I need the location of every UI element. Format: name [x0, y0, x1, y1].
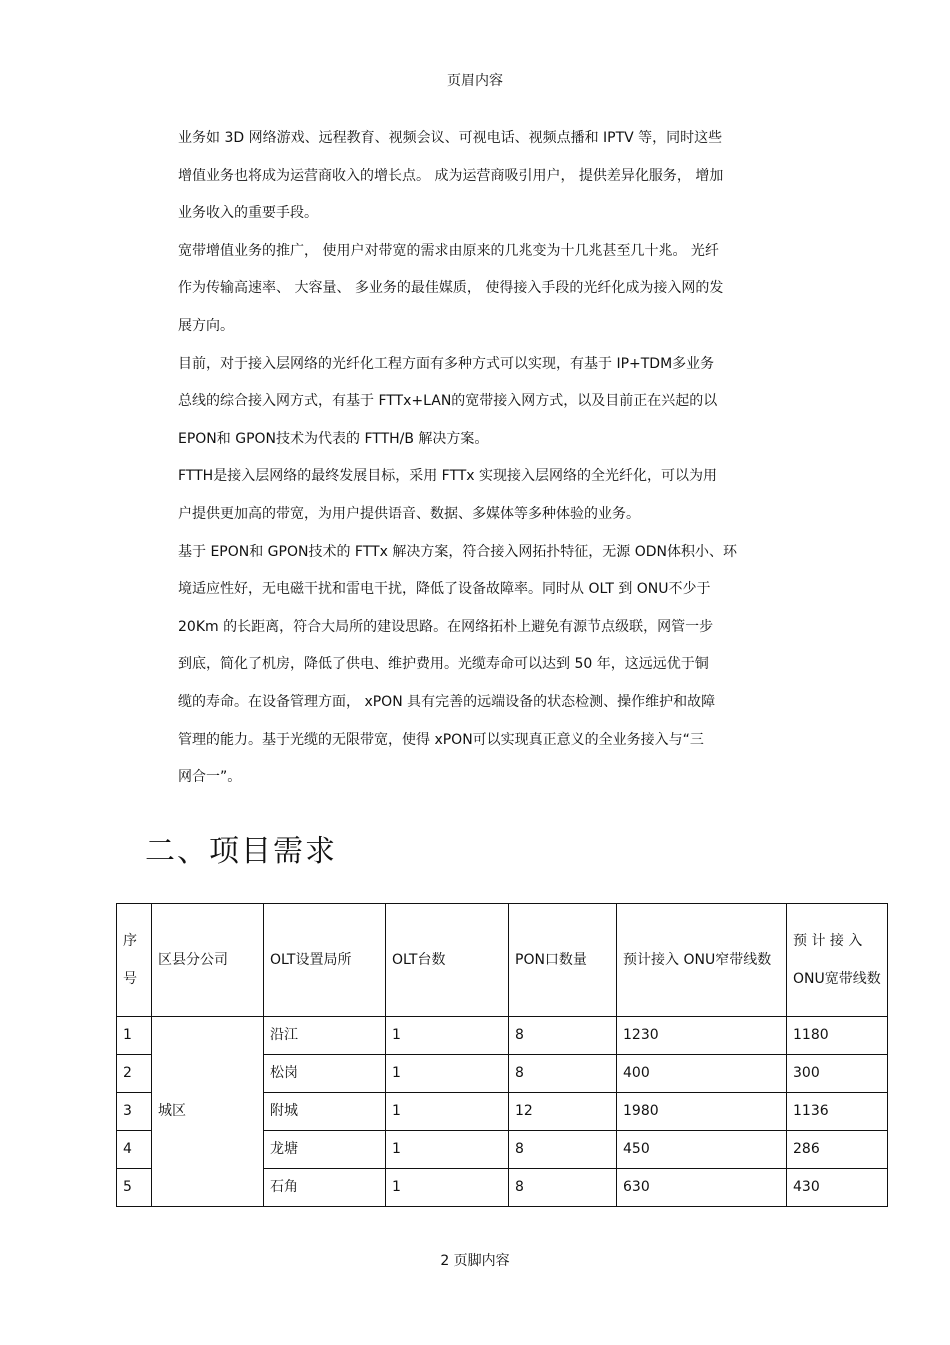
header-broadband: 预 计 接 入 ONU宽带线数	[787, 904, 888, 1017]
text-line: 总线的综合接入网方式，有基于 FTTx+LAN的宽带接入网方式，以及目前正在兴起的以	[178, 393, 718, 410]
table-header-row	[117, 904, 888, 1017]
cell-seq: 3	[117, 1093, 152, 1131]
text-line: 缆的寿命。在设备管理方面， xPON 具有完善的远端设备的状态检测、操作维护和故障	[178, 693, 716, 710]
cell-wide: 286	[787, 1131, 888, 1169]
text-line: 境适应性好，无电磁干扰和雷电干扰，降低了设备故障率。同时从 OLT 到 ONU不少于	[178, 581, 711, 598]
cell-wide: 300	[787, 1055, 888, 1093]
cell-seq: 1	[117, 1017, 152, 1055]
cell-pon: 8	[509, 1131, 617, 1169]
header-olt-count: OLT台数	[386, 904, 509, 1017]
cell-olt: 1	[386, 1017, 509, 1055]
body-paragraphs	[178, 120, 808, 797]
text-line: 户提供更加高的带宽，为用户提供语音、数据、多媒体等多种体验的业务。	[178, 505, 640, 522]
text-line: 宽带增值业务的推广， 使用户对带宽的需求由原来的几兆变为十几兆甚至几十兆。 光纤	[178, 242, 719, 259]
table-row	[117, 1017, 888, 1055]
text-line: EPON和 GPON技术为代表的 FTTH/B 解决方案。	[178, 430, 489, 447]
cell-seq: 5	[117, 1169, 152, 1207]
cell-site: 石角	[264, 1169, 386, 1207]
cell-wide: 430	[787, 1169, 888, 1207]
text-line: 业务收入的重要手段。	[178, 205, 318, 222]
text-line: 到底，简化了机房，降低了供电、维护费用。光缆寿命可以达到 50 年，这远远优于铜	[178, 656, 709, 673]
cell-wide: 1180	[787, 1017, 888, 1055]
header-narrowband: 预计接入 ONU窄带线数	[617, 904, 787, 1017]
cell-wide: 1136	[787, 1093, 888, 1131]
text-line: 基于 EPON和 GPON技术的 FTTx 解决方案，符合接入网拓扑特征，无源 ODN体积小、环	[178, 543, 738, 560]
cell-pon: 8	[509, 1055, 617, 1093]
text-line: 增值业务也将成为运营商收入的增长点。 成为运营商吸引用户， 提供差异化服务， 增加	[178, 167, 724, 184]
text-line: FTTH是接入层网络的最终发展目标，采用 FTTx 实现接入层网络的全光纤化，可以为用	[178, 468, 718, 485]
cell-narrow: 400	[617, 1055, 787, 1093]
text-line: 20Km 的长距离，符合大局所的建设思路。在网络拓朴上避免有源节点级联，网管一步	[178, 618, 714, 635]
cell-district: 城区	[152, 1017, 264, 1207]
header-pon-ports: PON口数量	[509, 904, 617, 1017]
cell-olt: 1	[386, 1055, 509, 1093]
header-seq: 序号	[117, 904, 152, 1017]
cell-site: 附城	[264, 1093, 386, 1131]
text-line: 展方向。	[178, 317, 234, 334]
cell-narrow: 450	[617, 1131, 787, 1169]
requirements-table	[116, 903, 888, 1207]
cell-olt: 1	[386, 1093, 509, 1131]
cell-pon: 12	[509, 1093, 617, 1131]
cell-olt: 1	[386, 1169, 509, 1207]
page-footer: 2 页脚内容	[440, 1253, 510, 1269]
cell-site: 龙塘	[264, 1131, 386, 1169]
cell-site: 松岗	[264, 1055, 386, 1093]
cell-site: 沿江	[264, 1017, 386, 1055]
cell-narrow: 1230	[617, 1017, 787, 1055]
cell-narrow: 630	[617, 1169, 787, 1207]
cell-seq: 4	[117, 1131, 152, 1169]
text-line: 管理的能力。基于光缆的无限带宽，使得 xPON可以实现真正意义的全业务接入与“三	[178, 731, 704, 748]
cell-olt: 1	[386, 1131, 509, 1169]
text-line: 网合一”。	[178, 769, 242, 786]
header-olt-site: OLT设置局所	[264, 904, 386, 1017]
text-line: 业务如 3D 网络游戏、远程教育、视频会议、可视电话、视频点播和 IPTV 等，同时这些	[178, 130, 723, 146]
section-heading: 二、项目需求	[145, 834, 337, 869]
page-header: 页眉内容	[447, 73, 503, 89]
cell-seq: 2	[117, 1055, 152, 1093]
text-line: 作为传输高速率、 大容量、 多业务的最佳媒质， 使得接入手段的光纤化成为接入网的发	[178, 280, 724, 297]
cell-pon: 8	[509, 1017, 617, 1055]
cell-narrow: 1980	[617, 1093, 787, 1131]
text-line: 目前，对于接入层网络的光纤化工程方面有多种方式可以实现，有基于 IP+TDM多业务	[178, 355, 715, 372]
header-district: 区县分公司	[152, 904, 264, 1017]
cell-pon: 8	[509, 1169, 617, 1207]
